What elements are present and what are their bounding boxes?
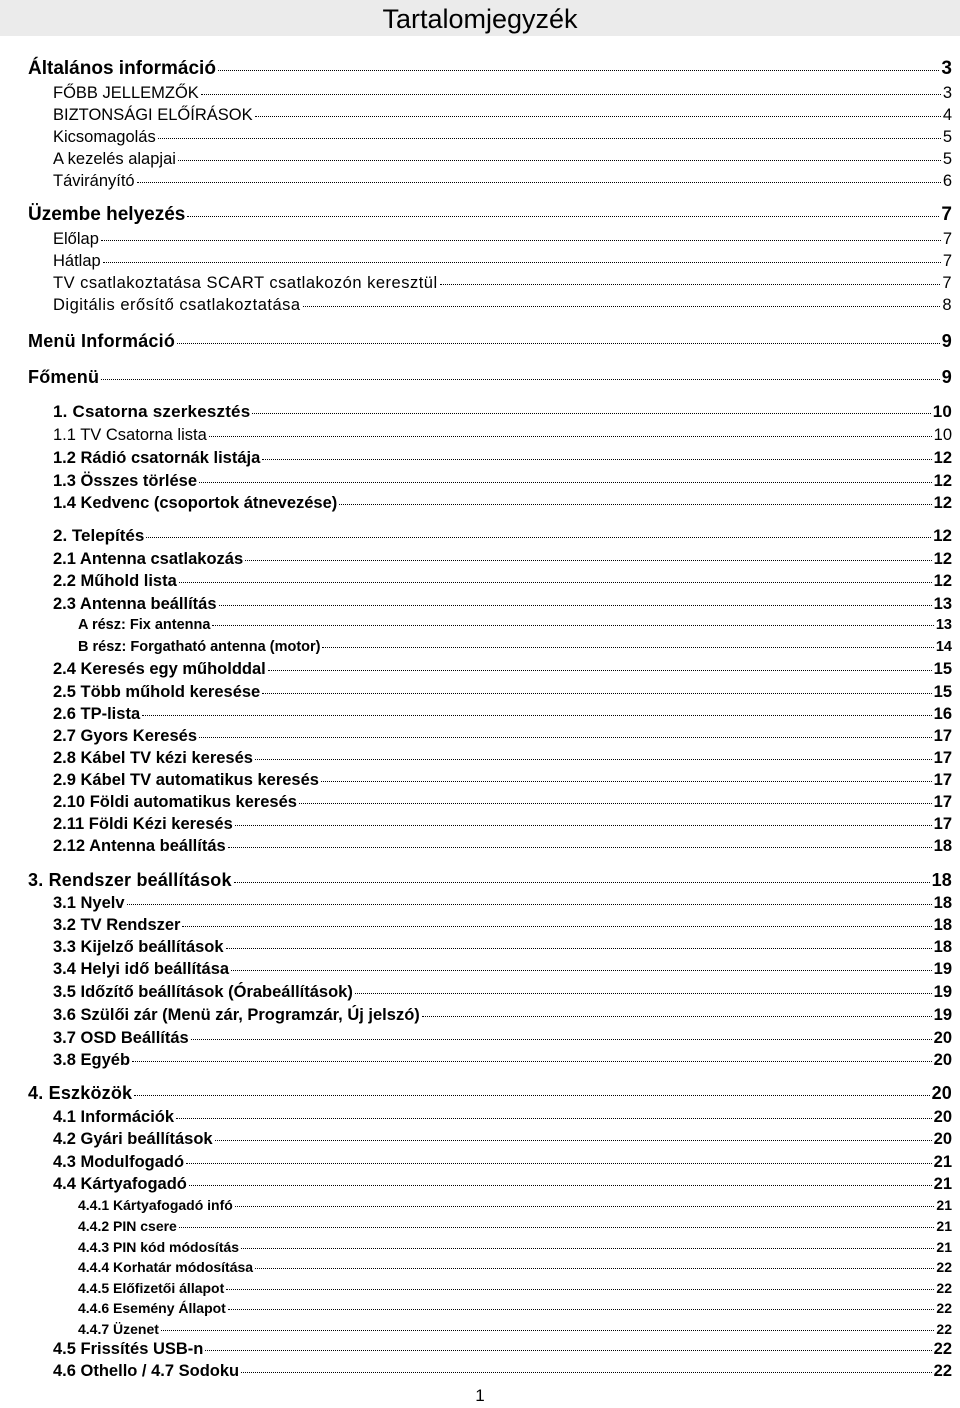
toc-entry-page: 12 — [933, 550, 952, 568]
toc-entry-label: A rész: Fix antenna — [78, 617, 211, 633]
toc-leader — [191, 1039, 932, 1040]
toc-leader — [231, 970, 932, 971]
toc-entry-label: A kezelés alapjai — [53, 150, 176, 168]
toc-entry-label: 2.4 Keresés egy műholddal — [53, 660, 266, 678]
toc-entry-page: 5 — [942, 128, 952, 146]
toc-entry[interactable] — [53, 128, 952, 147]
toc-leader — [134, 1095, 929, 1096]
toc-leader — [132, 1061, 932, 1062]
toc-entry-label: 1.3 Összes törlése — [53, 472, 198, 490]
toc-leader — [205, 1350, 931, 1351]
toc-entry-page: 14 — [935, 639, 952, 655]
toc-entry[interactable] — [53, 230, 952, 249]
toc-entry-page: 13 — [933, 595, 952, 613]
toc-entry-label: 4.1 Információk — [53, 1108, 175, 1126]
toc-entry[interactable] — [53, 983, 952, 1002]
toc-entry[interactable] — [53, 1029, 952, 1048]
toc-leader — [299, 803, 932, 804]
toc-entry-label: TV csatlakoztatása SCART csatlakozón keresztül — [53, 274, 438, 292]
toc-entry[interactable] — [53, 449, 952, 468]
toc-entry-label: 1.4 Kedvenc (csoportok átnevezése) — [53, 494, 338, 512]
toc-leader — [158, 138, 941, 139]
toc-entry-label: 3.2 TV Rendszer — [53, 916, 181, 934]
toc-entry[interactable] — [78, 1239, 952, 1255]
toc-entry-label: 4. Eszközök — [28, 1083, 133, 1103]
toc-entry-page: 18 — [931, 870, 952, 890]
toc-leader — [228, 1309, 935, 1310]
toc-entry-page: 17 — [933, 727, 952, 745]
toc-leader — [177, 343, 940, 344]
toc-entry-page: 10 — [933, 426, 952, 444]
toc-entry-label: 2.10 Földi automatikus keresés — [53, 793, 297, 811]
toc-entry-page: 10 — [932, 402, 952, 421]
toc-leader — [422, 1016, 932, 1017]
toc-entry-page: 12 — [933, 572, 952, 590]
toc-entry[interactable] — [53, 727, 952, 746]
toc-leader — [199, 737, 932, 738]
toc-entry-page: 22 — [936, 1280, 952, 1296]
toc-entry-label: 4.4.4 Korhatár módosítása — [78, 1259, 254, 1275]
toc-entry-label: 2.1 Antenna csatlakozás — [53, 550, 244, 568]
toc-entry[interactable] — [53, 837, 952, 856]
toc-entry-page: 12 — [933, 472, 952, 490]
toc-entry-label: Főmenü — [28, 367, 100, 387]
toc-entry-label: Kicsomagolás — [53, 128, 156, 146]
toc-entry[interactable] — [53, 938, 952, 957]
toc-entry[interactable] — [28, 870, 952, 891]
toc-entry[interactable] — [53, 705, 952, 724]
toc-entry[interactable] — [53, 1153, 952, 1172]
toc-entry-label: 3.1 Nyelv — [53, 894, 125, 912]
toc-leader — [137, 182, 941, 183]
toc-leader — [179, 1227, 935, 1228]
toc-entry-label: Digitális erősítő csatlakoztatása — [53, 296, 301, 314]
toc-leader — [127, 904, 932, 905]
toc-entry-label: 4.4 Kártyafogadó — [53, 1175, 187, 1193]
toc-entry-label: 3.7 OSD Beállítás — [53, 1029, 189, 1047]
toc-entry-page: 18 — [933, 916, 952, 934]
toc-leader — [189, 1185, 932, 1186]
toc-entry-page: 19 — [933, 1006, 952, 1024]
toc-entry[interactable] — [78, 639, 952, 655]
toc-leader — [178, 160, 941, 161]
toc-entry-page: 12 — [933, 526, 952, 545]
toc-entry[interactable] — [53, 749, 952, 768]
toc-entry-label: 2.6 TP-lista — [53, 705, 141, 723]
toc-entry[interactable] — [53, 84, 952, 103]
toc-leader — [252, 413, 930, 414]
toc-entry-label: Hátlap — [53, 252, 101, 270]
toc-entry-label: 2.2 Műhold lista — [53, 572, 177, 590]
toc-entry-label: Távirányító — [53, 172, 135, 190]
toc-entry[interactable] — [53, 894, 952, 913]
toc-leader — [215, 1140, 932, 1141]
toc-leader — [355, 993, 932, 994]
toc-entry[interactable] — [53, 106, 952, 125]
toc-leader — [146, 537, 931, 538]
toc-entry-label: FŐBB JELLEMZŐK — [53, 84, 199, 102]
toc-entry-label: 2.5 Több műhold keresése — [53, 683, 261, 701]
toc-entry-page: 17 — [933, 793, 952, 811]
toc-entry-page: 3 — [942, 84, 952, 102]
toc-entry[interactable] — [53, 494, 952, 513]
toc-entry[interactable] — [53, 572, 952, 591]
toc-leader — [322, 647, 933, 648]
toc-entry[interactable] — [53, 1130, 952, 1149]
toc-entry[interactable] — [28, 1083, 952, 1104]
toc-entry-label: 4.6 Othello / 4.7 Sodoku — [53, 1362, 240, 1380]
toc-leader — [226, 948, 932, 949]
toc-entry[interactable] — [53, 1006, 952, 1025]
toc-entry[interactable] — [53, 1340, 952, 1359]
toc-leader — [187, 216, 939, 217]
toc-entry-page: 12 — [933, 494, 952, 512]
toc-entry-page: 19 — [933, 983, 952, 1001]
toc-entry-page: 7 — [941, 204, 952, 225]
toc-entry[interactable] — [78, 1259, 952, 1275]
toc-entry-page: 22 — [933, 1362, 952, 1380]
toc-entry-label: 3.6 Szülői zár (Menü zár, Programzár, Új jelszó) — [53, 1006, 420, 1024]
toc-entry[interactable] — [53, 1175, 952, 1194]
toc-entry-label: 3.3 Kijelző beállítások — [53, 938, 224, 956]
toc-entry[interactable] — [53, 960, 952, 979]
toc-entry[interactable] — [53, 660, 952, 679]
toc-entry-page: 9 — [941, 367, 952, 387]
toc-entry-page: 3 — [941, 58, 952, 79]
toc-leader — [255, 759, 932, 760]
toc-entry-label: 4.4.3 PIN kód módosítás — [78, 1239, 240, 1255]
toc-entry-page: 4 — [942, 106, 952, 124]
toc-entry[interactable] — [78, 1280, 952, 1296]
toc-entry-label: 2.8 Kábel TV kézi keresés — [53, 749, 253, 767]
toc-leader — [101, 379, 940, 380]
toc-entry-label: 4.4.6 Esemény Állapot — [78, 1300, 226, 1316]
toc-entry-label: 2.7 Gyors Keresés — [53, 727, 198, 745]
toc-leader — [440, 284, 941, 285]
toc-entry[interactable] — [78, 1321, 952, 1337]
toc-entry-page: 21 — [936, 1239, 952, 1255]
toc-entry[interactable] — [53, 815, 952, 834]
toc-entry-page: 21 — [933, 1175, 952, 1193]
toc-entry[interactable] — [53, 595, 952, 614]
toc-entry-label: 4.4.5 Előfizetői állapot — [78, 1280, 225, 1296]
toc-entry[interactable] — [53, 683, 952, 702]
toc-entry[interactable] — [28, 58, 952, 80]
toc-leader — [255, 1268, 934, 1269]
toc-entry[interactable] — [28, 204, 952, 226]
toc-entry-page: 21 — [936, 1197, 952, 1213]
toc-entry-label: 3.4 Helyi idő beállítása — [53, 960, 230, 978]
toc-leader — [262, 459, 931, 460]
toc-leader — [234, 882, 930, 883]
toc-entry-page: 20 — [931, 1083, 952, 1103]
toc-entry-page: 18 — [933, 837, 952, 855]
toc-entry-label: 4.5 Frissítés USB-n — [53, 1340, 204, 1358]
toc-entry[interactable] — [53, 1051, 952, 1070]
toc-entry-label: 1.2 Rádió csatornák listája — [53, 449, 261, 467]
toc-entry-page: 7 — [942, 274, 952, 292]
toc-leader — [268, 670, 932, 671]
toc-entry-label: 2.9 Kábel TV automatikus keresés — [53, 771, 319, 789]
toc-leader — [179, 582, 932, 583]
toc-entry-label: BIZTONSÁGI ELŐÍRÁSOK — [53, 106, 253, 124]
toc-entry-label: 4.3 Modulfogadó — [53, 1153, 185, 1171]
toc-leader — [226, 1289, 934, 1290]
toc-entry-label: B rész: Forgatható antenna (motor) — [78, 639, 321, 655]
toc-leader — [255, 116, 941, 117]
toc-entry[interactable] — [53, 402, 952, 422]
toc-entry[interactable] — [53, 550, 952, 569]
toc-entry-label: 4.4.1 Kártyafogadó infó — [78, 1197, 233, 1213]
toc-leader — [219, 605, 932, 606]
toc-entry[interactable] — [53, 172, 952, 191]
toc-entry[interactable] — [78, 617, 952, 633]
toc-entry-page: 16 — [933, 705, 952, 723]
toc-entry-page: 19 — [933, 960, 952, 978]
toc-leader — [235, 825, 932, 826]
toc-entry-page: 21 — [936, 1218, 952, 1234]
toc-entry-page: 20 — [933, 1108, 952, 1126]
toc-entry-label: 1. Csatorna szerkesztés — [53, 402, 251, 421]
toc-entry-page: 15 — [933, 683, 952, 701]
toc-entry-label: 2.3 Antenna beállítás — [53, 595, 217, 613]
toc-entry-page: 17 — [933, 749, 952, 767]
toc-entry-page: 18 — [933, 894, 952, 912]
toc-entry[interactable] — [53, 150, 952, 169]
toc-entry-page: 17 — [933, 815, 952, 833]
page-title: Tartalomjegyzék — [382, 4, 578, 34]
toc-entry[interactable] — [53, 1362, 952, 1381]
toc-leader — [212, 625, 933, 626]
toc-leader — [161, 1330, 934, 1331]
toc-entry[interactable] — [53, 426, 952, 445]
toc-entry-page: 7 — [942, 252, 952, 270]
toc-entry[interactable] — [78, 1300, 952, 1316]
toc-entry-label: 4.4.2 PIN csere — [78, 1218, 177, 1234]
toc-entry[interactable] — [53, 1108, 952, 1127]
toc-entry-page: 8 — [942, 296, 952, 314]
toc-entry-label: Üzembe helyezés — [28, 204, 186, 225]
toc-entry-page: 22 — [933, 1340, 952, 1358]
toc-leader — [321, 781, 932, 782]
toc-leader — [228, 847, 932, 848]
toc-entry[interactable] — [53, 252, 952, 271]
toc-entry-label: Előlap — [53, 230, 99, 248]
toc-entry-page: 13 — [935, 617, 952, 633]
toc-leader — [218, 70, 940, 71]
toc-entry-page: 22 — [936, 1321, 952, 1337]
toc-entry[interactable] — [53, 472, 952, 491]
toc-entry[interactable] — [53, 274, 952, 293]
toc-entry[interactable] — [53, 526, 952, 546]
toc-entry-label: 3. Rendszer beállítások — [28, 870, 232, 890]
toc-leader — [235, 1206, 935, 1207]
toc-entry-page: 21 — [933, 1153, 952, 1171]
toc-entry[interactable] — [53, 771, 952, 790]
toc-leader — [201, 94, 941, 95]
toc-leader — [245, 560, 932, 561]
toc-entry-page: 22 — [936, 1300, 952, 1316]
toc-entry[interactable] — [53, 916, 952, 935]
toc-entry-page: 20 — [933, 1130, 952, 1148]
toc-entry-label: 3.5 Időzítő beállítások (Órabeállítások) — [53, 983, 353, 1001]
toc-entry[interactable] — [53, 793, 952, 812]
toc-leader — [339, 504, 931, 505]
toc-entry-label: 1.1 TV Csatorna lista — [53, 426, 207, 444]
toc-entry[interactable] — [28, 331, 952, 352]
toc-leader — [176, 1118, 932, 1119]
toc-entry-page: 7 — [942, 230, 952, 248]
page-number: 1 — [475, 1386, 485, 1405]
toc-entry-page: 5 — [942, 150, 952, 168]
toc-entry[interactable] — [28, 367, 952, 388]
toc-entry-label: 2.11 Földi Kézi keresés — [53, 815, 233, 833]
toc-entry-page: 6 — [942, 172, 952, 190]
toc-entry-label: 2.12 Antenna beállítás — [53, 837, 226, 855]
toc-entry-page: 15 — [933, 660, 952, 678]
toc-entry-label: Menü Információ — [28, 331, 176, 351]
toc-leader — [241, 1248, 934, 1249]
toc-entry-label: 4.2 Gyári beállítások — [53, 1130, 213, 1148]
toc-leader — [101, 240, 941, 241]
toc-leader — [303, 306, 941, 307]
toc-leader — [186, 1163, 932, 1164]
toc-entry-page: 18 — [933, 938, 952, 956]
toc-entry-label: 2. Telepítés — [53, 526, 145, 545]
toc-entry-page: 12 — [933, 449, 952, 467]
toc-entry[interactable] — [78, 1197, 952, 1213]
toc-entry-page: 17 — [933, 771, 952, 789]
toc-entry-label: 3.8 Egyéb — [53, 1051, 131, 1069]
toc-entry-label: 4.4.7 Üzenet — [78, 1321, 159, 1337]
toc-entry-page: 20 — [933, 1051, 952, 1069]
toc-leader — [241, 1372, 932, 1373]
toc-leader — [199, 482, 932, 483]
toc-entry-page: 20 — [933, 1029, 952, 1047]
toc-leader — [142, 715, 932, 716]
toc-entry-label: Általános információ — [28, 58, 216, 79]
toc-leader — [182, 926, 931, 927]
toc-leader — [262, 693, 931, 694]
toc-leader — [103, 262, 941, 263]
toc-leader — [209, 436, 932, 437]
toc-entry-page: 22 — [936, 1259, 952, 1275]
toc-entry[interactable] — [53, 296, 952, 315]
toc-entry-page: 9 — [941, 331, 952, 351]
toc-entry[interactable] — [78, 1218, 952, 1234]
